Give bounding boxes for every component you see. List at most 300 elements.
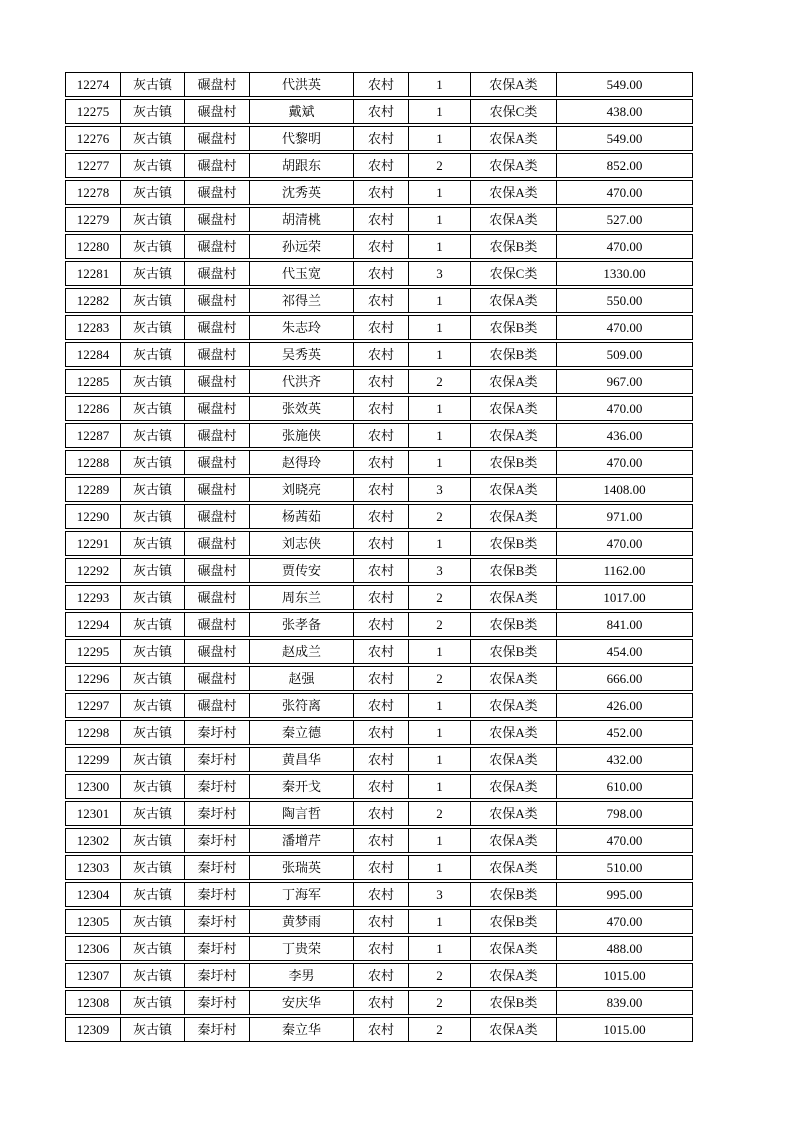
cell-type: 农村 — [353, 747, 408, 772]
cell-id: 12275 — [65, 99, 120, 124]
cell-name: 李男 — [249, 963, 353, 988]
table-row — [65, 936, 693, 961]
cell-village: 碾盘村 — [184, 234, 249, 259]
cell-amount: 798.00 — [556, 801, 693, 826]
cell-village: 碾盘村 — [184, 315, 249, 340]
cell-name: 周东兰 — [249, 585, 353, 610]
cell-name: 杨茜茹 — [249, 504, 353, 529]
table-row — [65, 126, 693, 151]
cell-id: 12287 — [65, 423, 120, 448]
table-row — [65, 261, 693, 286]
cell-category: 农保A类 — [470, 369, 556, 394]
cell-village: 秦圩村 — [184, 882, 249, 907]
cell-type: 农村 — [353, 612, 408, 637]
cell-category: 农保B类 — [470, 450, 556, 475]
cell-name: 黄昌华 — [249, 747, 353, 772]
cell-village: 碾盘村 — [184, 423, 249, 448]
cell-amount: 426.00 — [556, 693, 693, 718]
cell-village: 碾盘村 — [184, 693, 249, 718]
cell-town: 灰古镇 — [120, 801, 184, 826]
cell-category: 农保A类 — [470, 801, 556, 826]
cell-town: 灰古镇 — [120, 126, 184, 151]
cell-name: 胡清桃 — [249, 207, 353, 232]
table-row — [65, 369, 693, 394]
cell-name: 陶言哲 — [249, 801, 353, 826]
cell-category: 农保A类 — [470, 153, 556, 178]
cell-name: 赵得玲 — [249, 450, 353, 475]
cell-amount: 1015.00 — [556, 1017, 693, 1042]
cell-name: 刘志侠 — [249, 531, 353, 556]
cell-count: 2 — [408, 585, 470, 610]
cell-category: 农保B类 — [470, 315, 556, 340]
cell-village: 秦圩村 — [184, 855, 249, 880]
cell-town: 灰古镇 — [120, 288, 184, 313]
cell-category: 农保B类 — [470, 234, 556, 259]
cell-id: 12281 — [65, 261, 120, 286]
cell-type: 农村 — [353, 558, 408, 583]
table-row — [65, 909, 693, 934]
cell-type: 农村 — [353, 423, 408, 448]
table-row — [65, 531, 693, 556]
cell-town: 灰古镇 — [120, 612, 184, 637]
cell-town: 灰古镇 — [120, 504, 184, 529]
cell-village: 秦圩村 — [184, 720, 249, 745]
cell-name: 贾传安 — [249, 558, 353, 583]
cell-category: 农保B类 — [470, 990, 556, 1015]
cell-count: 1 — [408, 693, 470, 718]
cell-category: 农保A类 — [470, 855, 556, 880]
cell-category: 农保A类 — [470, 720, 556, 745]
cell-category: 农保A类 — [470, 477, 556, 502]
cell-town: 灰古镇 — [120, 558, 184, 583]
cell-village: 秦圩村 — [184, 963, 249, 988]
cell-count: 1 — [408, 936, 470, 961]
cell-village: 秦圩村 — [184, 828, 249, 853]
cell-type: 农村 — [353, 720, 408, 745]
table-row — [65, 747, 693, 772]
cell-category: 农保A类 — [470, 693, 556, 718]
table-row — [65, 72, 693, 97]
cell-town: 灰古镇 — [120, 261, 184, 286]
table-row — [65, 774, 693, 799]
cell-town: 灰古镇 — [120, 450, 184, 475]
table-row — [65, 882, 693, 907]
cell-amount: 470.00 — [556, 828, 693, 853]
cell-count: 3 — [408, 558, 470, 583]
cell-id: 12278 — [65, 180, 120, 205]
table-row — [65, 1017, 693, 1042]
table-row — [65, 639, 693, 664]
cell-type: 农村 — [353, 180, 408, 205]
cell-type: 农村 — [353, 909, 408, 934]
cell-category: 农保A类 — [470, 963, 556, 988]
cell-village: 秦圩村 — [184, 801, 249, 826]
cell-name: 赵成兰 — [249, 639, 353, 664]
cell-type: 农村 — [353, 639, 408, 664]
cell-id: 12309 — [65, 1017, 120, 1042]
cell-count: 1 — [408, 747, 470, 772]
cell-id: 12306 — [65, 936, 120, 961]
cell-id: 12297 — [65, 693, 120, 718]
table-row — [65, 963, 693, 988]
cell-village: 碾盘村 — [184, 477, 249, 502]
cell-category: 农保C类 — [470, 261, 556, 286]
cell-amount: 550.00 — [556, 288, 693, 313]
cell-name: 秦立华 — [249, 1017, 353, 1042]
cell-type: 农村 — [353, 882, 408, 907]
cell-type: 农村 — [353, 99, 408, 124]
table-row — [65, 504, 693, 529]
cell-count: 2 — [408, 369, 470, 394]
cell-count: 1 — [408, 234, 470, 259]
table-row — [65, 180, 693, 205]
cell-count: 1 — [408, 774, 470, 799]
cell-count: 1 — [408, 828, 470, 853]
cell-village: 碾盘村 — [184, 369, 249, 394]
cell-town: 灰古镇 — [120, 423, 184, 448]
cell-count: 1 — [408, 531, 470, 556]
table-row — [65, 423, 693, 448]
cell-type: 农村 — [353, 477, 408, 502]
cell-amount: 470.00 — [556, 315, 693, 340]
cell-id: 12304 — [65, 882, 120, 907]
table-row — [65, 720, 693, 745]
cell-type: 农村 — [353, 342, 408, 367]
cell-count: 2 — [408, 504, 470, 529]
cell-count: 1 — [408, 180, 470, 205]
cell-amount: 549.00 — [556, 126, 693, 151]
cell-type: 农村 — [353, 234, 408, 259]
cell-type: 农村 — [353, 126, 408, 151]
cell-town: 灰古镇 — [120, 153, 184, 178]
cell-town: 灰古镇 — [120, 585, 184, 610]
cell-type: 农村 — [353, 72, 408, 97]
cell-type: 农村 — [353, 288, 408, 313]
cell-name: 安庆华 — [249, 990, 353, 1015]
cell-id: 12288 — [65, 450, 120, 475]
cell-amount: 971.00 — [556, 504, 693, 529]
cell-village: 碾盘村 — [184, 450, 249, 475]
table-row — [65, 828, 693, 853]
cell-category: 农保A类 — [470, 72, 556, 97]
table-row — [65, 558, 693, 583]
cell-town: 灰古镇 — [120, 531, 184, 556]
cell-amount: 470.00 — [556, 180, 693, 205]
cell-town: 灰古镇 — [120, 909, 184, 934]
table-body — [65, 72, 693, 1042]
cell-category: 农保A类 — [470, 126, 556, 151]
cell-amount: 610.00 — [556, 774, 693, 799]
cell-town: 灰古镇 — [120, 963, 184, 988]
table-row — [65, 153, 693, 178]
cell-category: 农保A类 — [470, 585, 556, 610]
cell-amount: 1017.00 — [556, 585, 693, 610]
cell-town: 灰古镇 — [120, 477, 184, 502]
table-row — [65, 990, 693, 1015]
cell-id: 12292 — [65, 558, 120, 583]
cell-id: 12293 — [65, 585, 120, 610]
cell-count: 3 — [408, 261, 470, 286]
table-row — [65, 99, 693, 124]
cell-type: 农村 — [353, 693, 408, 718]
cell-name: 代洪英 — [249, 72, 353, 97]
cell-count: 1 — [408, 99, 470, 124]
cell-id: 12277 — [65, 153, 120, 178]
cell-type: 农村 — [353, 990, 408, 1015]
cell-village: 碾盘村 — [184, 99, 249, 124]
cell-type: 农村 — [353, 828, 408, 853]
cell-name: 潘增芹 — [249, 828, 353, 853]
cell-count: 2 — [408, 963, 470, 988]
cell-category: 农保B类 — [470, 558, 556, 583]
cell-amount: 452.00 — [556, 720, 693, 745]
cell-name: 丁海军 — [249, 882, 353, 907]
cell-id: 12300 — [65, 774, 120, 799]
cell-category: 农保A类 — [470, 207, 556, 232]
cell-amount: 839.00 — [556, 990, 693, 1015]
cell-count: 1 — [408, 288, 470, 313]
cell-type: 农村 — [353, 153, 408, 178]
cell-id: 12307 — [65, 963, 120, 988]
cell-count: 1 — [408, 909, 470, 934]
cell-amount: 1162.00 — [556, 558, 693, 583]
cell-category: 农保B类 — [470, 531, 556, 556]
cell-id: 12285 — [65, 369, 120, 394]
cell-type: 农村 — [353, 504, 408, 529]
cell-count: 1 — [408, 639, 470, 664]
cell-amount: 470.00 — [556, 531, 693, 556]
cell-type: 农村 — [353, 315, 408, 340]
cell-count: 1 — [408, 342, 470, 367]
cell-category: 农保A类 — [470, 774, 556, 799]
cell-amount: 438.00 — [556, 99, 693, 124]
cell-id: 12301 — [65, 801, 120, 826]
table-row — [65, 855, 693, 880]
cell-town: 灰古镇 — [120, 828, 184, 853]
cell-count: 2 — [408, 666, 470, 691]
cell-count: 2 — [408, 153, 470, 178]
cell-town: 灰古镇 — [120, 99, 184, 124]
cell-id: 12303 — [65, 855, 120, 880]
cell-town: 灰古镇 — [120, 774, 184, 799]
cell-category: 农保A类 — [470, 504, 556, 529]
table-row — [65, 612, 693, 637]
cell-name: 张施侠 — [249, 423, 353, 448]
cell-town: 灰古镇 — [120, 1017, 184, 1042]
cell-name: 秦立德 — [249, 720, 353, 745]
cell-amount: 967.00 — [556, 369, 693, 394]
cell-village: 碾盘村 — [184, 639, 249, 664]
cell-type: 农村 — [353, 369, 408, 394]
cell-town: 灰古镇 — [120, 855, 184, 880]
cell-count: 1 — [408, 450, 470, 475]
cell-amount: 432.00 — [556, 747, 693, 772]
cell-name: 代洪齐 — [249, 369, 353, 394]
cell-amount: 454.00 — [556, 639, 693, 664]
cell-town: 灰古镇 — [120, 207, 184, 232]
cell-name: 孙远荣 — [249, 234, 353, 259]
cell-category: 农保B类 — [470, 612, 556, 637]
table-row — [65, 693, 693, 718]
cell-name: 戴斌 — [249, 99, 353, 124]
cell-type: 农村 — [353, 774, 408, 799]
cell-category: 农保A类 — [470, 828, 556, 853]
table-row — [65, 477, 693, 502]
cell-count: 3 — [408, 882, 470, 907]
cell-village: 碾盘村 — [184, 558, 249, 583]
table-row — [65, 207, 693, 232]
cell-type: 农村 — [353, 450, 408, 475]
cell-category: 农保A类 — [470, 1017, 556, 1042]
cell-amount: 1015.00 — [556, 963, 693, 988]
cell-amount: 470.00 — [556, 396, 693, 421]
cell-id: 12286 — [65, 396, 120, 421]
cell-village: 秦圩村 — [184, 774, 249, 799]
cell-id: 12308 — [65, 990, 120, 1015]
cell-type: 农村 — [353, 1017, 408, 1042]
cell-type: 农村 — [353, 666, 408, 691]
cell-category: 农保A类 — [470, 288, 556, 313]
table-row — [65, 396, 693, 421]
cell-village: 碾盘村 — [184, 342, 249, 367]
cell-count: 2 — [408, 612, 470, 637]
cell-town: 灰古镇 — [120, 693, 184, 718]
cell-id: 12291 — [65, 531, 120, 556]
cell-count: 2 — [408, 990, 470, 1015]
cell-id: 12289 — [65, 477, 120, 502]
cell-category: 农保B类 — [470, 639, 556, 664]
cell-amount: 470.00 — [556, 234, 693, 259]
cell-category: 农保A类 — [470, 747, 556, 772]
cell-type: 农村 — [353, 261, 408, 286]
cell-id: 12279 — [65, 207, 120, 232]
cell-village: 碾盘村 — [184, 396, 249, 421]
cell-town: 灰古镇 — [120, 315, 184, 340]
cell-category: 农保B类 — [470, 909, 556, 934]
cell-count: 2 — [408, 801, 470, 826]
cell-town: 灰古镇 — [120, 72, 184, 97]
cell-village: 碾盘村 — [184, 180, 249, 205]
cell-count: 1 — [408, 126, 470, 151]
cell-town: 灰古镇 — [120, 180, 184, 205]
cell-amount: 666.00 — [556, 666, 693, 691]
cell-village: 秦圩村 — [184, 909, 249, 934]
cell-name: 沈秀英 — [249, 180, 353, 205]
cell-town: 灰古镇 — [120, 936, 184, 961]
cell-amount: 488.00 — [556, 936, 693, 961]
cell-amount: 436.00 — [556, 423, 693, 448]
cell-amount: 470.00 — [556, 450, 693, 475]
cell-town: 灰古镇 — [120, 396, 184, 421]
cell-amount: 841.00 — [556, 612, 693, 637]
cell-village: 碾盘村 — [184, 666, 249, 691]
cell-village: 秦圩村 — [184, 990, 249, 1015]
pension-records-table — [65, 70, 693, 1044]
cell-name: 张符离 — [249, 693, 353, 718]
cell-id: 12295 — [65, 639, 120, 664]
cell-amount: 1330.00 — [556, 261, 693, 286]
cell-id: 12299 — [65, 747, 120, 772]
cell-type: 农村 — [353, 396, 408, 421]
cell-id: 12283 — [65, 315, 120, 340]
table-row — [65, 288, 693, 313]
cell-name: 张效英 — [249, 396, 353, 421]
cell-name: 代玉宽 — [249, 261, 353, 286]
table-row — [65, 801, 693, 826]
cell-name: 祁得兰 — [249, 288, 353, 313]
cell-amount: 509.00 — [556, 342, 693, 367]
cell-count: 1 — [408, 315, 470, 340]
cell-count: 1 — [408, 396, 470, 421]
cell-town: 灰古镇 — [120, 369, 184, 394]
cell-category: 农保A类 — [470, 180, 556, 205]
cell-category: 农保B类 — [470, 342, 556, 367]
cell-category: 农保A类 — [470, 396, 556, 421]
cell-amount: 527.00 — [556, 207, 693, 232]
cell-amount: 549.00 — [556, 72, 693, 97]
cell-id: 12282 — [65, 288, 120, 313]
cell-id: 12290 — [65, 504, 120, 529]
cell-village: 碾盘村 — [184, 261, 249, 286]
cell-village: 碾盘村 — [184, 585, 249, 610]
cell-count: 1 — [408, 207, 470, 232]
cell-name: 胡跟东 — [249, 153, 353, 178]
cell-village: 碾盘村 — [184, 288, 249, 313]
cell-village: 秦圩村 — [184, 1017, 249, 1042]
cell-type: 农村 — [353, 207, 408, 232]
cell-village: 碾盘村 — [184, 126, 249, 151]
cell-village: 碾盘村 — [184, 531, 249, 556]
cell-type: 农村 — [353, 585, 408, 610]
cell-type: 农村 — [353, 801, 408, 826]
cell-id: 12305 — [65, 909, 120, 934]
cell-name: 张孝备 — [249, 612, 353, 637]
cell-name: 赵强 — [249, 666, 353, 691]
cell-category: 农保A类 — [470, 936, 556, 961]
cell-category: 农保A类 — [470, 666, 556, 691]
cell-type: 农村 — [353, 531, 408, 556]
cell-village: 碾盘村 — [184, 612, 249, 637]
cell-count: 2 — [408, 1017, 470, 1042]
table-row — [65, 234, 693, 259]
cell-name: 黄梦雨 — [249, 909, 353, 934]
cell-name: 朱志玲 — [249, 315, 353, 340]
cell-village: 碾盘村 — [184, 72, 249, 97]
table-row — [65, 342, 693, 367]
cell-amount: 852.00 — [556, 153, 693, 178]
cell-town: 灰古镇 — [120, 747, 184, 772]
cell-id: 12298 — [65, 720, 120, 745]
table-row — [65, 585, 693, 610]
cell-type: 农村 — [353, 963, 408, 988]
cell-name: 秦开戈 — [249, 774, 353, 799]
cell-name: 代黎明 — [249, 126, 353, 151]
cell-count: 1 — [408, 72, 470, 97]
cell-id: 12294 — [65, 612, 120, 637]
cell-count: 1 — [408, 720, 470, 745]
cell-count: 1 — [408, 855, 470, 880]
cell-town: 灰古镇 — [120, 882, 184, 907]
cell-village: 秦圩村 — [184, 747, 249, 772]
table-row — [65, 450, 693, 475]
cell-name: 吴秀英 — [249, 342, 353, 367]
cell-category: 农保B类 — [470, 882, 556, 907]
cell-town: 灰古镇 — [120, 666, 184, 691]
cell-amount: 995.00 — [556, 882, 693, 907]
cell-town: 灰古镇 — [120, 720, 184, 745]
cell-village: 碾盘村 — [184, 504, 249, 529]
cell-name: 张瑞英 — [249, 855, 353, 880]
